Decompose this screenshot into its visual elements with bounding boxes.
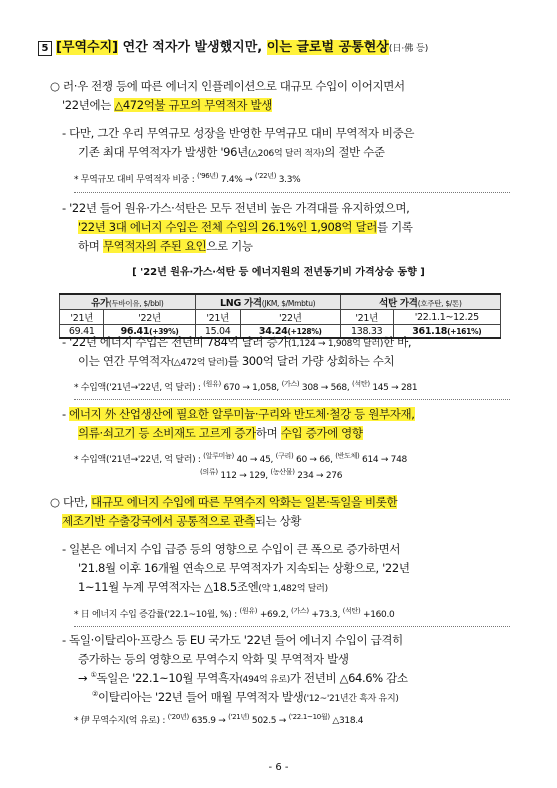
note-text: * 伊 무역수지(억 유로) : bbox=[74, 716, 168, 726]
dash-marker: - bbox=[62, 335, 66, 349]
note-value: 234 → 276 bbox=[297, 471, 343, 481]
note-label: (석탄) bbox=[342, 607, 361, 615]
note-label: (원유) bbox=[239, 607, 258, 615]
sub6-item1 bbox=[78, 670, 408, 686]
table-cell: 138.33 bbox=[340, 325, 393, 339]
sub1-line1 bbox=[62, 125, 414, 141]
bullet-marker: ○ bbox=[50, 79, 60, 93]
note-label: (가스) bbox=[281, 380, 300, 388]
sub4-line2 bbox=[78, 425, 363, 441]
dash-marker: - bbox=[62, 201, 66, 215]
bullet2-text2b: 되는 상황 bbox=[254, 514, 302, 528]
bullet1-line1 bbox=[50, 78, 405, 94]
table-cell: 96.41(+39%) bbox=[104, 325, 195, 339]
sub2-line2 bbox=[78, 219, 413, 235]
note-value: +73.3, bbox=[311, 610, 341, 620]
note-value: 145 → 281 bbox=[372, 383, 418, 393]
sub1-text2a: 기존 최대 무역적자가 발생한 '96년 bbox=[78, 145, 248, 159]
sub6-item2-small: ('12~'21년간 흑자 유지) bbox=[303, 694, 399, 704]
sub3-text1b: 한 바, bbox=[383, 335, 412, 349]
circled-two: ② bbox=[92, 690, 98, 699]
note-value: 3.3% bbox=[278, 175, 301, 185]
note-text: * 무역규모 대비 무역적자 비중 : bbox=[74, 175, 198, 185]
bullet1-line2 bbox=[62, 97, 272, 113]
sub2-text3a: 하며 bbox=[78, 239, 100, 253]
table-cell: '22년 bbox=[104, 310, 195, 325]
sub6-item1-a: 독일은 '22.1~10월 무역흑자 bbox=[96, 671, 240, 685]
sub2-highlight: '22년 3대 에너지 수입은 전체 수입의 26.1%인 1,908억 달러 bbox=[78, 220, 378, 234]
note-label: (구리) bbox=[275, 452, 294, 460]
note-value: 40 → 45, bbox=[236, 455, 274, 465]
sub2-line3 bbox=[78, 238, 253, 254]
note-value: 670 → 1,058, bbox=[223, 383, 279, 393]
dotted-separator bbox=[74, 399, 510, 400]
note-text: * 日 에너지 수입 증감률('22.1~10월, %) : bbox=[74, 610, 240, 620]
sub3-text1a: '22년 에너지 수입은 전년비 784억 달러 증가 bbox=[69, 335, 288, 349]
sub5-line2: '21.8월 이후 16개월 연속으로 무역적자가 지속되는 상황으로, '22년 bbox=[78, 561, 410, 575]
table-cell: '21년 bbox=[195, 310, 240, 325]
sub5-line3 bbox=[78, 579, 328, 595]
sub1-text2b: 의 절반 수준 bbox=[324, 145, 385, 159]
sub5-small: (약 1,482억 달러) bbox=[258, 584, 328, 594]
dash-marker: - bbox=[62, 633, 66, 647]
bullet2-highlight2: 제조기반 수출강국에서 공통적으로 관측 bbox=[62, 514, 255, 528]
note-label: ('22.1~10월) bbox=[288, 713, 330, 721]
sub4-highlight: 에너지 外 산업생산에 필요한 알루미늄‧구리와 반도체‧철강 등 원부자재, bbox=[69, 407, 415, 421]
note-value: 635.9 → bbox=[191, 716, 226, 726]
note-label: (의류) bbox=[200, 468, 218, 476]
section-title-suffix: (日‧佛 등) bbox=[388, 44, 429, 54]
sub5-text3a: 1~11월 누계 무역적자는 △18.5조엔 bbox=[78, 580, 259, 594]
note-label: (가스) bbox=[291, 607, 309, 615]
dotted-separator bbox=[74, 192, 510, 193]
sub3-note bbox=[74, 379, 417, 393]
sub4-note bbox=[74, 451, 407, 465]
sub6-item1-small: (494억 유로) bbox=[239, 675, 290, 685]
sub5-text1: 일본은 에너지 수입 급증 등의 영향으로 수입이 큰 폭으로 증가하면서 bbox=[69, 542, 401, 556]
sub3-text2a: 이는 연간 무역적자 bbox=[78, 354, 171, 368]
note-value: 614 → 748 bbox=[362, 455, 407, 465]
note-label: ('21년) bbox=[228, 713, 250, 721]
sub6-line1 bbox=[62, 632, 403, 648]
page-number: - 6 - bbox=[268, 762, 289, 773]
note-label: ('20년) bbox=[167, 713, 189, 721]
section-title-mid: 연간 적자가 발생했지만, bbox=[122, 40, 263, 55]
group-header-coal: 석탄 가격(호주탄, $/톤) bbox=[340, 294, 500, 310]
bullet-marker: ○ bbox=[50, 495, 60, 509]
sub2-line1 bbox=[62, 200, 409, 216]
sub3-small2: (△472억 달러) bbox=[170, 358, 228, 368]
section-title-bracket: [무역수지] bbox=[56, 40, 119, 55]
sub1-line2 bbox=[78, 144, 385, 160]
table-cell: 34.24(+128%) bbox=[240, 325, 340, 339]
table-cell: 69.41 bbox=[60, 325, 104, 339]
sub5-note bbox=[74, 606, 394, 620]
sub4-text2b: 하며 bbox=[255, 426, 278, 440]
table-cell: '22년 bbox=[240, 310, 340, 325]
bullet1-highlight: △472억불 규모의 무역적자 발생 bbox=[114, 98, 273, 112]
table-cell: '22.1.1~12.25 bbox=[393, 310, 500, 325]
sub3-small: (1,124 → 1,908억 달러) bbox=[288, 339, 384, 349]
note-label: (농산물) bbox=[270, 468, 295, 476]
sub3-text2b: 를 300억 달러 가량 상회하는 수치 bbox=[227, 354, 395, 368]
sub2-highlight2: 무역적자의 주된 요인 bbox=[102, 239, 207, 253]
bullet1-text1: 러‧우 전쟁 등에 따른 에너지 인플레이션으로 대규모 수입이 이어지면서 bbox=[63, 79, 405, 93]
note-label: (알루미늄) bbox=[203, 452, 234, 460]
note-value: 308 → 568, bbox=[301, 383, 350, 393]
sub1-note bbox=[74, 171, 300, 185]
note-value: △318.4 bbox=[332, 716, 364, 726]
note-label: (석탄) bbox=[351, 380, 370, 388]
sub6-item2-a: 이탈리아는 '22년 들어 매월 무역적자 발생 bbox=[97, 690, 304, 704]
sub6-item1-b: 가 전년비 △64.6% 감소 bbox=[289, 671, 408, 685]
note-text: * 수입액('21년→'22년, 억 달러) : bbox=[74, 383, 204, 393]
sub4-highlight2: 의류‧쇠고기 등 소비재도 고르게 증가 bbox=[78, 426, 256, 440]
sub2-text1: '22년 들어 원유‧가스‧석탄은 모두 전년비 높은 가격대를 유지하였으며, bbox=[69, 201, 410, 215]
dash-marker: - bbox=[62, 542, 66, 556]
dotted-separator bbox=[74, 626, 510, 627]
sub4-highlight3: 수입 증가에 영향 bbox=[280, 426, 363, 440]
note-value: 60 → 66, bbox=[296, 455, 333, 465]
circled-one: ① bbox=[90, 671, 97, 680]
note-text: * 수입액('21년→'22년, 억 달러) : bbox=[74, 455, 204, 465]
bullet2-text1a: 다만, bbox=[63, 495, 88, 509]
sub1-small: (△206억 달러 적자) bbox=[247, 149, 325, 159]
dash-marker: - bbox=[62, 126, 66, 140]
note-value: 112 → 129, bbox=[220, 471, 268, 481]
sub1-text1: 다만, 그간 우리 무역규모 성장을 반영한 무역규모 대비 무역적자 비중은 bbox=[69, 126, 415, 140]
sub4-note-line2 bbox=[200, 467, 342, 481]
bullet2-highlight: 대규모 에너지 수입에 따른 무역수지 악화는 일본‧독일을 비롯한 bbox=[91, 495, 398, 509]
table-cell: 15.04 bbox=[195, 325, 240, 339]
sub4-line1 bbox=[62, 406, 415, 422]
bullet1-text2a: '22년에는 bbox=[62, 98, 112, 112]
table-title: [ '22년 원유‧가스‧석탄 등 에너지원의 전년동기비 가격상승 동향 ] bbox=[132, 267, 425, 278]
price-table bbox=[59, 293, 501, 339]
sub3-line2 bbox=[78, 353, 394, 369]
section-heading bbox=[38, 36, 428, 56]
sub5-line1 bbox=[62, 541, 400, 557]
section-title-tail: 이는 글로벌 공통현상 bbox=[266, 40, 389, 55]
sub2-text2b: 를 기록 bbox=[377, 220, 413, 234]
group-header-oil: 유가(두바이유, $/bbl) bbox=[60, 294, 196, 310]
sub6-text1: 독일‧이탈리아‧프랑스 등 EU 국가도 '22년 들어 에너지 수입이 급격히 bbox=[69, 633, 403, 647]
note-label: ('22년) bbox=[254, 172, 277, 180]
sub3-line1 bbox=[62, 334, 411, 350]
sub2-text3b: 으로 기능 bbox=[206, 239, 253, 253]
note-label: (원유) bbox=[203, 380, 221, 388]
note-value: 502.5 → bbox=[251, 716, 286, 726]
sub6-item2 bbox=[92, 689, 399, 705]
table-cell: '21년 bbox=[340, 310, 393, 325]
dash-marker: - bbox=[62, 407, 66, 421]
sub6-line2: 증가하는 등의 영향으로 무역수지 악화 및 무역적자 발생 bbox=[78, 652, 349, 666]
bullet2-line2 bbox=[62, 513, 301, 529]
sub6-note bbox=[74, 712, 363, 726]
note-value: +69.2, bbox=[259, 610, 289, 620]
table-cell: 361.18(+161%) bbox=[393, 325, 500, 339]
note-label: ('96년) bbox=[197, 172, 219, 180]
note-label: (반도체) bbox=[335, 452, 360, 460]
group-header-lng: LNG 가격(JKM, $/Mmbtu) bbox=[195, 294, 340, 310]
note-value: +160.0 bbox=[362, 610, 395, 620]
note-value: 7.4% → bbox=[220, 175, 253, 185]
table-cell: '21년 bbox=[60, 310, 104, 325]
arrow-icon: → bbox=[78, 671, 88, 685]
section-number: 5 bbox=[38, 41, 52, 56]
bullet2-line1 bbox=[50, 494, 397, 510]
